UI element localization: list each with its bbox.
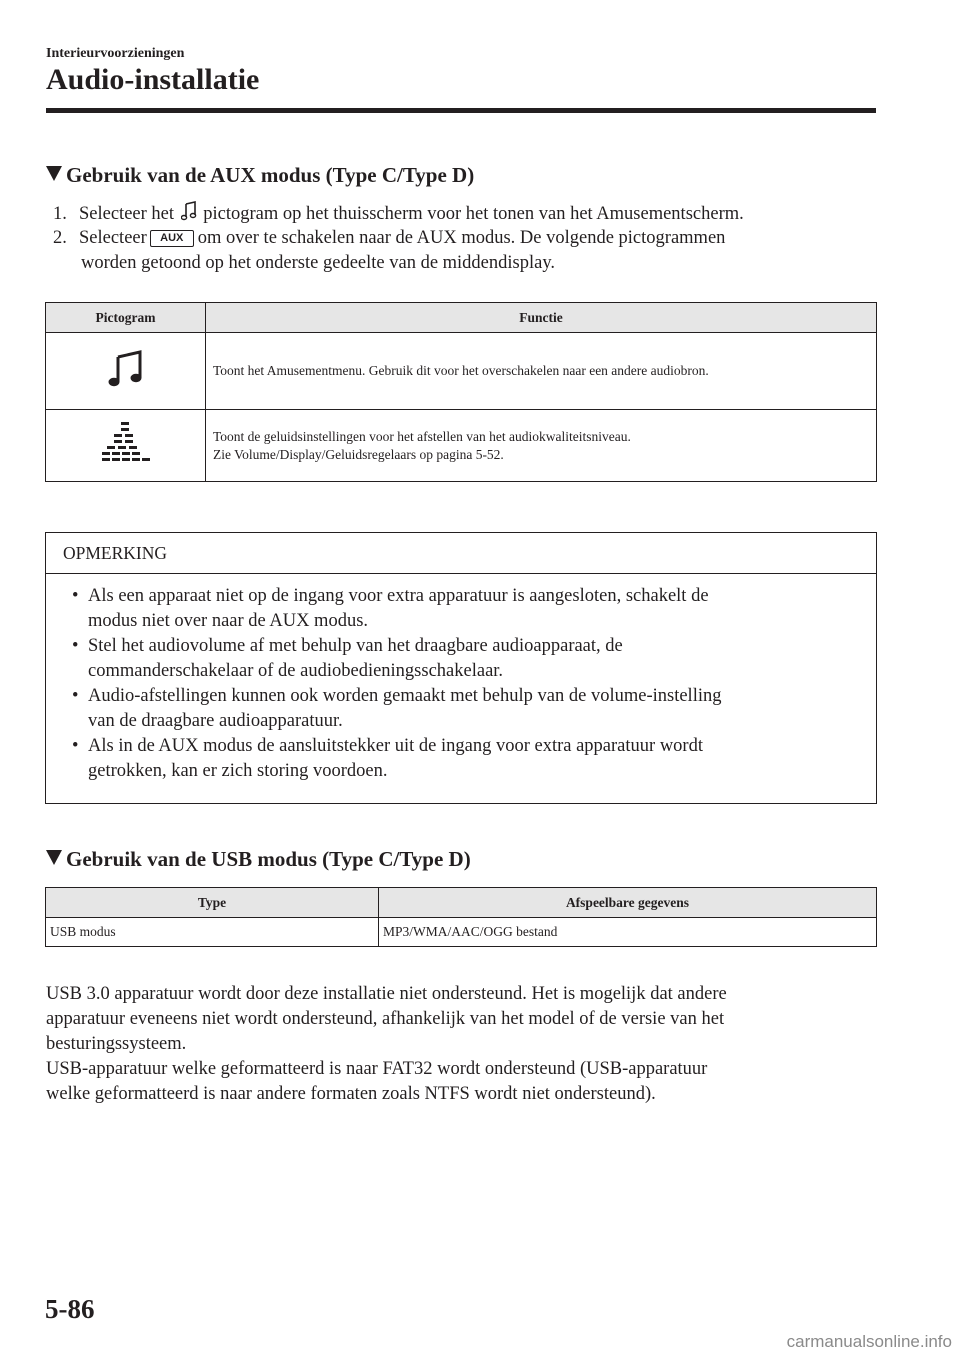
paragraph-line: welke geformatteerd is naar andere formaten zoals NTFS wordt niet ondersteund). <box>46 1084 656 1104</box>
step-2 <box>53 226 883 276</box>
note-line: Audio-afstellingen kunnen ook worden gemaakt met behulp van de volume-instelling <box>88 686 722 706</box>
list-item <box>68 684 876 734</box>
bullet-icon: • <box>72 586 79 606</box>
page-number: 5-86 <box>45 1294 95 1324</box>
equalizer-icon <box>100 420 152 466</box>
table-header-row <box>46 303 877 333</box>
table-cell-icon <box>46 410 206 482</box>
note-box <box>45 532 877 804</box>
table-cell: USB modus <box>46 918 379 947</box>
table-header-type: Type <box>46 888 379 918</box>
function-text: Toont de geluidsinstellingen voor het afstellen van het audiokwaliteitsniveau. <box>213 428 631 444</box>
step-1-text-before: Selecteer het <box>79 204 175 224</box>
bullet-icon: • <box>72 636 79 656</box>
triangle-marker-icon <box>46 850 62 865</box>
triangle-marker-icon <box>46 166 62 181</box>
paragraph-line: USB-apparatuur welke geformatteerd is naar FAT32 wordt ondersteund (USB-apparatuur <box>46 1059 708 1079</box>
header-rule <box>46 108 876 113</box>
step-2-number: 2. <box>53 228 67 248</box>
bullet-icon: • <box>72 736 79 756</box>
music-note-icon <box>181 201 197 221</box>
note-line: Als een apparaat niet op de ingang voor extra apparatuur is aangesloten, schakelt de <box>88 586 709 606</box>
aux-button-icon: AUX <box>150 230 194 247</box>
table-cell-function <box>206 333 877 410</box>
table-header-playable-data: Afspeelbare gegevens <box>379 888 877 918</box>
step-1 <box>53 201 883 227</box>
table-row <box>46 918 877 947</box>
step-2-text-line2: worden getoond op het onderste gedeelte van de middendisplay. <box>81 253 556 273</box>
paragraph-line: besturingssysteem. <box>46 1034 187 1054</box>
table-row <box>46 410 877 482</box>
note-line: commanderschakelaar of de audiobedieningsschakelaar. <box>88 661 504 681</box>
music-note-icon <box>106 349 146 389</box>
note-title: OPMERKING <box>46 533 876 574</box>
function-reference-text: Zie Volume/Display/Geluidsregelaars op pagina 5-52. <box>213 446 504 462</box>
aux-section-heading <box>46 162 474 188</box>
pictogram-table <box>45 302 877 482</box>
page-title: Audio-installatie <box>46 63 260 96</box>
table-cell: MP3/WMA/AAC/OGG bestand <box>379 918 877 947</box>
step-2-text-before: Selecteer <box>79 228 147 248</box>
list-item <box>68 734 876 784</box>
table-header-row <box>46 888 877 918</box>
note-line: van de draagbare audioapparatuur. <box>88 711 343 731</box>
step-2-text-after: om over te schakelen naar de AUX modus. De volgende pictogrammen <box>197 228 726 248</box>
table-header-function: Functie <box>206 303 877 333</box>
note-list <box>46 574 876 784</box>
note-line: getrokken, kan er zich storing voordoen. <box>88 761 388 781</box>
usb-section-title: Gebruik van de USB modus (Type C/Type D) <box>66 847 471 871</box>
step-1-number: 1. <box>53 204 67 224</box>
list-item <box>68 584 876 634</box>
list-item <box>68 634 876 684</box>
aux-section-title: Gebruik van de AUX modus (Type C/Type D) <box>66 163 475 187</box>
paragraph-line: USB 3.0 apparatuur wordt door deze installatie niet ondersteund. Het is mogelijk dat andere <box>46 984 727 1004</box>
note-line: Stel het audiovolume af met behulp van het draagbare audioapparaat, de <box>88 636 623 656</box>
function-text: Toont het Amusementmenu. Gebruik dit voor het overschakelen naar een andere audiobron. <box>213 363 709 378</box>
step-1-text-after: pictogram op het thuisscherm voor het tonen van het Amusementscherm. <box>203 204 744 224</box>
watermark: carmanualsonline.info <box>786 1332 952 1351</box>
section-category: Interieurvoorzieningen <box>46 46 185 61</box>
usb-section-heading <box>46 846 471 872</box>
paragraph-line: apparatuur eveneens niet wordt ondersteund, afhankelijk van het model of de versie van het <box>46 1009 725 1029</box>
bullet-icon: • <box>72 686 79 706</box>
note-line: modus niet over naar de AUX modus. <box>88 611 369 631</box>
note-line: Als in de AUX modus de aansluitstekker uit de ingang voor extra apparatuur wordt <box>88 736 703 756</box>
table-row <box>46 333 877 410</box>
table-cell-icon <box>46 333 206 410</box>
usb-table <box>45 887 877 947</box>
table-cell-function <box>206 410 877 482</box>
table-header-pictogram: Pictogram <box>46 303 206 333</box>
usb-paragraph <box>46 982 876 1107</box>
